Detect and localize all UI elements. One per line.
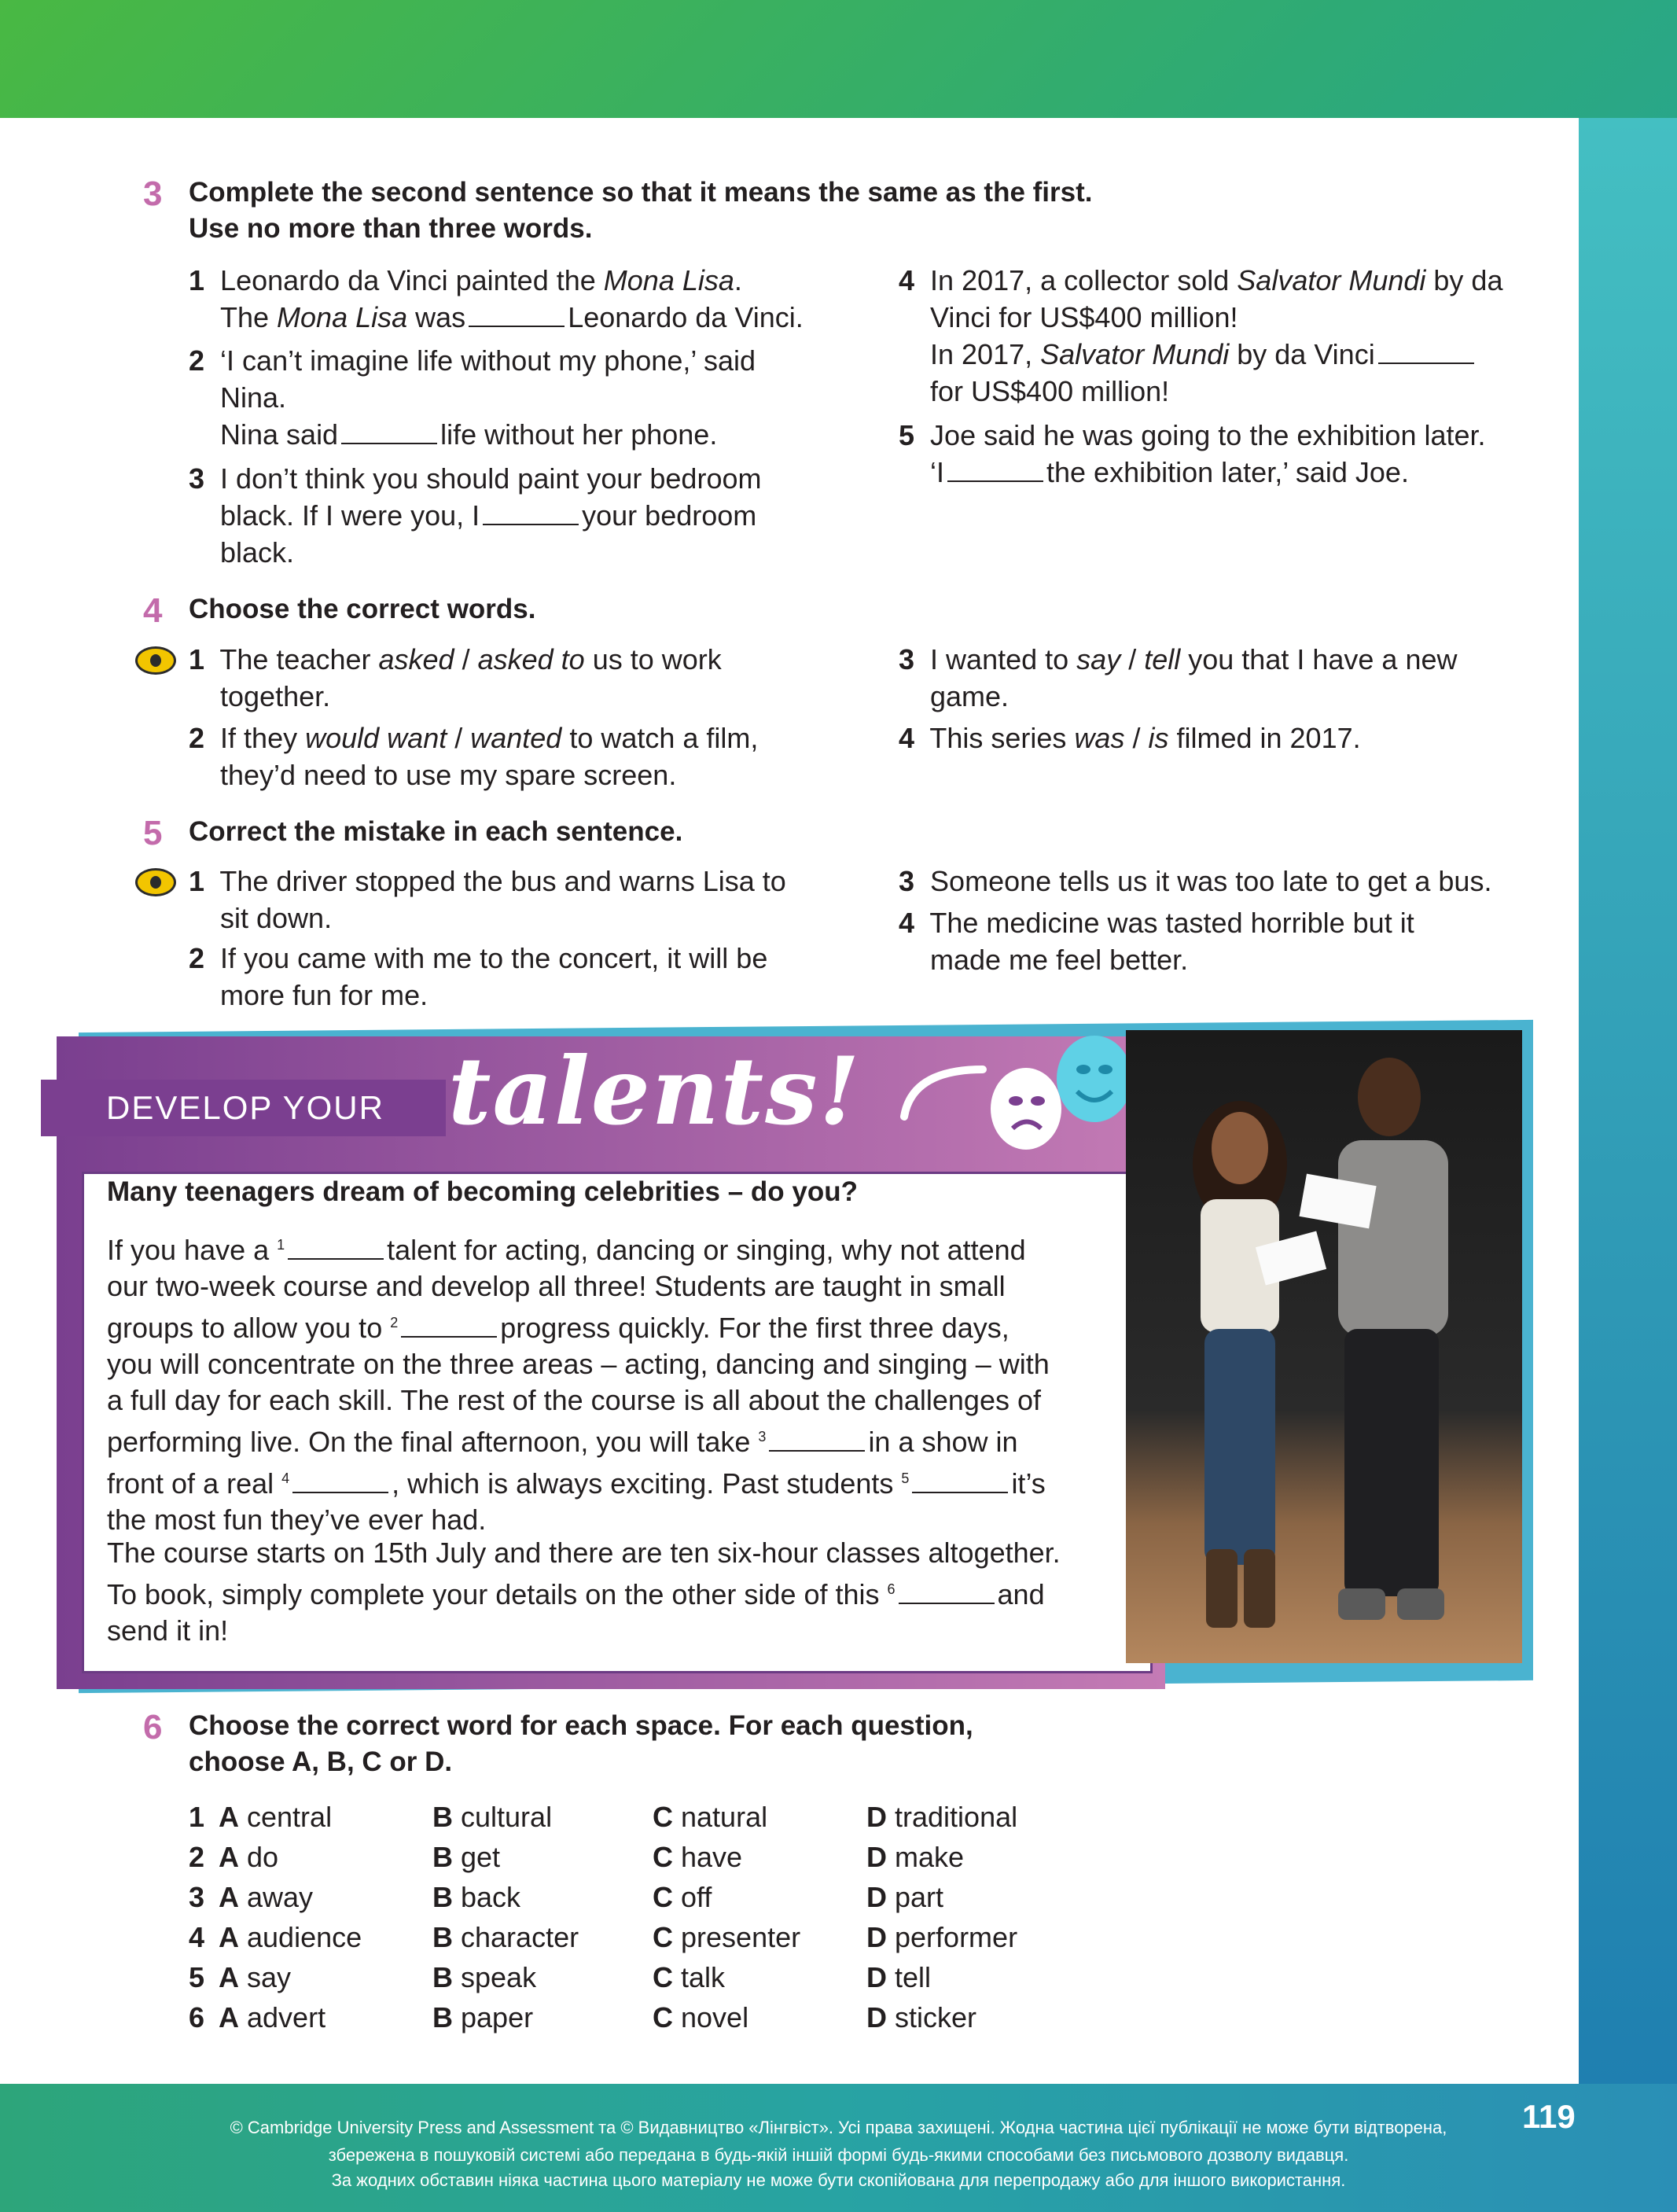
ex3-item-5: 5 Joe said he was going to the exhibition later. ‘I the exhibition later,’ said Joe.: [899, 419, 1486, 488]
answer-blank[interactable]: [341, 443, 437, 444]
gap-3[interactable]: [769, 1450, 865, 1452]
right-margin-band: [1579, 118, 1677, 2084]
answer-blank[interactable]: [1378, 363, 1474, 364]
exercise-6-instruction: Choose the correct word for each space. For each question, choose A, B, C or D.: [189, 1710, 973, 1777]
ex6-row: 3 A away B back C off D part: [189, 1881, 944, 1913]
gap-4[interactable]: [292, 1492, 388, 1493]
gap-6[interactable]: [899, 1603, 995, 1604]
ex4-item-2: 2 If they would want / wanted to watch a film, they’d need to use my spare screen.: [189, 722, 759, 791]
ex6-row: 5 A say B speak C talk D tell: [189, 1961, 932, 1993]
exercise-4-number: 4: [143, 591, 163, 630]
ex5-item-1: 1 The driver stopped the bus and warns Lisa to sit down.: [189, 865, 786, 934]
ex5-item-4: 4 The medicine was tasted horrible but it made me feel better.: [899, 907, 1414, 976]
talents-logo: talents!: [448, 1036, 862, 1146]
ex5-item-3: 3 Someone tells us it was too late to get a bus.: [899, 865, 1492, 897]
exercise-3-number: 3: [143, 175, 163, 213]
ex4-item-3: 3 I wanted to say / tell you that I have a new game.: [899, 643, 1458, 712]
students-photo: [1126, 1030, 1522, 1663]
copyright-line-1: © Cambridge University Press and Assessment та © Видавництво «Лінгвіст». Усі права захищені. Жодна частина цієї публікації не може бути відтворена,: [230, 2118, 1447, 2137]
answer-blank[interactable]: [947, 480, 1043, 482]
panel-paragraph-1: If you have a $^1$ talent for acting, dancing or singing, why not attend our two-week course and develop all three! Students are taught in small groups to allow you to $^2$ progress quickly. For the first three days, you will concentrate on the three areas – acting, dancing and singing – with a full day for each skill. The rest of the course is all about the challenges of performing live. On the final afternoon, you will take $^3$ in a show in front of a real $^4$ , which is always exciting. Past students $^5$ it’s the most fun they’ve ever had.: [107, 1234, 1050, 1536]
ex6-options-table: [189, 1797, 1132, 2037]
students-illustration: [1126, 1030, 1522, 1663]
exercise-4-instruction: Choose the correct words.: [189, 594, 536, 624]
ex3-item-3: 3 I don’t think you should paint your bedroom black. If I were you, I your bedroom black.: [189, 462, 762, 569]
ex3-item-1: 1 Leonardo da Vinci painted the Mona Lisa. The Mona Lisa was Leonardo da Vinci.: [189, 264, 804, 333]
answer-blank[interactable]: [483, 524, 579, 525]
eye-icon: [135, 868, 176, 896]
exercise-6-number: 6: [143, 1708, 163, 1746]
ex4-item-4: 4 This series was / is filmed in 2017.: [899, 722, 1361, 754]
exercise-5-number: 5: [143, 814, 163, 852]
ex3-item-2: 2 ‘I can’t imagine life without my phone,’ said Nina. Nina said life without her phone.: [189, 344, 756, 451]
panel-heading: Many teenagers dream of becoming celebrities – do you?: [107, 1176, 858, 1207]
ex4-item-1: 1 The teacher asked / asked to us to work together.: [189, 643, 722, 712]
copyright-line-3: За жодних обставин ніяка частина цього матеріалу не може бути скопійована для перепродажу або для іншого використання.: [331, 2170, 1346, 2190]
ex6-row: 1 A central B cultural C natural D traditional: [189, 1801, 1018, 1833]
answer-blank[interactable]: [469, 326, 565, 327]
develop-banner-text: DEVELOP YOUR: [106, 1089, 384, 1126]
ex5-item-2: 2 If you came with me to the concert, it will be more fun for me.: [189, 942, 768, 1011]
copyright-line-2: збережена в пошуковій системі або передана в будь-якій іншій формі будь-якими способами без письмового дозволу видавця.: [328, 2145, 1349, 2165]
ex6-row: 6 A advert B paper C novel D sticker: [189, 2001, 977, 2033]
page-number: 119: [1522, 2098, 1576, 2135]
exercise-5-instruction: Correct the mistake in each sentence.: [189, 816, 683, 847]
eye-icon: [135, 646, 176, 675]
gap-5[interactable]: [912, 1492, 1008, 1493]
gap-1[interactable]: [288, 1258, 384, 1260]
panel-paragraph-2: The course starts on 15th July and there are ten six-hour classes altogether. To book, simply complete your details on the other side of this $^6$ and send it in!: [107, 1537, 1061, 1647]
ex6-row: 4 A audience B character C presenter D performer: [189, 1921, 1018, 1953]
ex6-row: 2 A do B get C have D make: [189, 1841, 965, 1873]
gap-2[interactable]: [401, 1336, 497, 1338]
exercise-3-instruction: Complete the second sentence so that it means the same as the first. Use no more than three words.: [189, 177, 1093, 244]
ex3-item-4: 4 In 2017, a collector sold Salvator Mundi by da Vinci for US$400 million! In 2017, Salvator Mundi by da Vinci for US$400 million!: [899, 264, 1503, 407]
